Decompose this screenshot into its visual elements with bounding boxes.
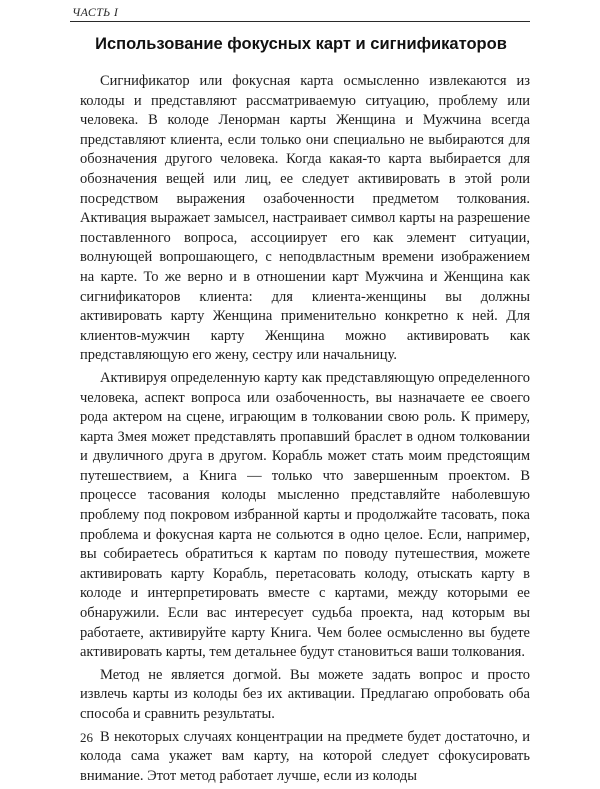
paragraph: Метод не является догмой. Вы можете задать вопрос и просто извлечь карты из колоды без их активации. Предлагаю опробовать оба способа и сравнить результаты.: [80, 666, 530, 722]
paragraph: Сигнификатор или фокусная карта осмысленно извлекаются из колоды и представляют рассматриваемую ситуацию, проблему или человека. В колоде Ленорман карты Женщина и Мужчина всегда представляют клиента, если только они специально не выбираются для обозначения другого человека. Когда какая-то карта выбирается для обозначения вещей или лиц, ее следует активировать в этой роли посредством выражения озабоченности предметом толкования. Активация выражает замысел, настраивает символ карты на разрешение поставленного вопроса, ассоциирует его как элемент ситуации, волнующей вопрошающего, с неподвластным времени изображением на карте. То же верно и в отношении карт Мужчина и Женщина как сигнификаторов клиента: для клиента-женщины вы должны активировать карту Женщина применительно конкретно к ней. Для клиентов-мужчин карту Женщина можно активировать как представляющую его жену, сестру или начальницу.: [80, 73, 530, 364]
running-head: ЧАСТЬ I: [72, 5, 119, 19]
paragraph: В некоторых случаях концентрации на предмете будет достаточно, и колода сама укажет вам карту, на которой следует сфокусировать внимание. Этот метод работает лучше, если из колоды: [80, 728, 530, 784]
page-number: 26: [80, 730, 93, 745]
body-text: [80, 72, 530, 789]
section-title: Использование фокусных карт и сигнификаторов: [95, 35, 507, 53]
header-rule: [70, 21, 530, 22]
paragraph: Активируя определенную карту как представляющую определенного человека, аспект вопроса или озабоченность, вы назначаете ее своего рода актером на сцене, играющим в толковании свою роль. К примеру, карта Змея может представлять пропавший браслет в одном толковании и двуличного друга в другом. Корабль может стать моим предстоящим путешествием, а Книга — только что завершенным проектом. В процессе тасования колоды мысленно представляйте наболевшую проблему под покровом избранной карты и продолжайте тасовать, пока проблема и фокусная карта не сольются в одно целое. Если, например, вы собираетесь обратиться к картам по поводу путешествия, можете активировать карту Корабль, перетасовать колоду, отыскать карту в колоде и интерпретировать вместе с картами, между которыми ее обнаружили. Если вас интересует судьба проекта, над которым вы работаете, активируйте карту Книга. Чем более осмысленно вы будете активировать карты, тем детальнее будут становиться ваши толкования.: [80, 369, 530, 661]
